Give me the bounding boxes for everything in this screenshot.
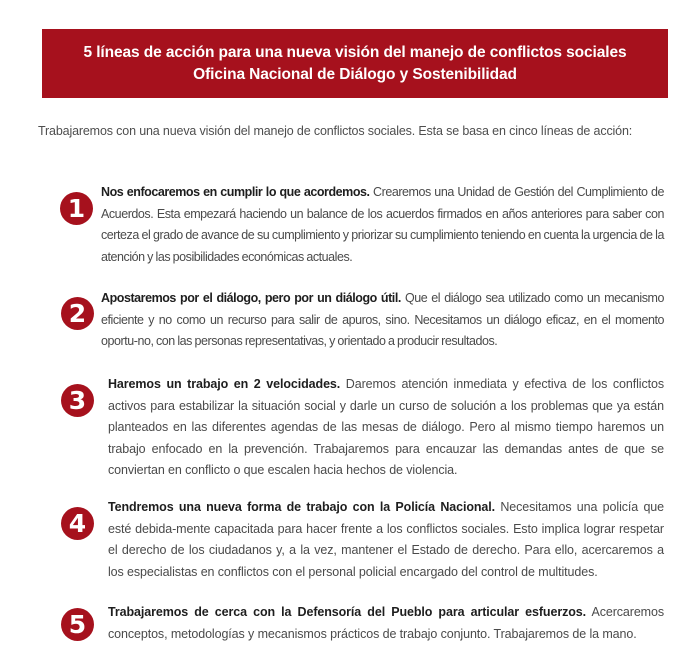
action-line-body-2: Que el diálogo sea utilizado como un mecanismo eficiente y no como un recurso para salir de apuros, sino. Necesitamos un diálogo eficaz, en el momento oportu-no, con las personas representativas, y orientado a producir resultados. (101, 291, 664, 349)
action-line-text-4 (108, 497, 664, 583)
action-line-text-3 (108, 374, 664, 482)
intro-paragraph: Trabajaremos con una nueva visión del manejo de conflictos sociales. Esta se basa en cinco líneas de acción: (38, 124, 633, 138)
page-subtitle: Oficina Nacional de Diálogo y Sostenibilidad (193, 65, 517, 83)
number-badge-3: 3 (61, 384, 94, 417)
action-line-body-4: Necesitamos una policía que esté debida-mente capacitada para hacer frente a los conflictos sociales. Esto implica lograr respetar el derecho de los ciudadanos y, a la vez, mantener el Estado de derecho. Para ello, acercaremos a los especialistas en conflictos con el personal policial encargado del control de multitudes. (108, 500, 664, 579)
number-badge-4: 4 (61, 507, 94, 540)
action-line-lead-4: Tendremos una nueva forma de trabajo con la Policía Nacional. (108, 500, 496, 514)
action-line-lead-3: Haremos un trabajo en 2 velocidades. (108, 377, 341, 391)
number-badge-5: 5 (61, 608, 94, 641)
action-line-lead-2: Apostaremos por el diálogo, pero por un diálogo útil. (101, 291, 401, 305)
action-line-body-5: Acercaremos conceptos, metodologías y mecanismos prácticos de trabajo conjunto. Trabajaremos de la mano. (108, 605, 664, 641)
action-line-lead-1: Nos enfocaremos en cumplir lo que acordemos. (101, 185, 370, 199)
action-line-body-1: Crearemos una Unidad de Gestión del Cumplimiento de Acuerdos. Esta empezará haciendo un balance de los acuerdos firmados en años anteriores para saber con certeza el grado de avance de su cumplimiento y priorizar su cumplimiento teniendo en cuenta la urgencia de la atención y las posibilidades económicas actuales. (101, 185, 664, 264)
action-line-text-1 (101, 182, 664, 268)
number-badge-2: 2 (61, 297, 94, 330)
action-line-text-5 (108, 602, 664, 645)
action-line-body-3: Daremos atención inmediata y efectiva de los conflictos activos para estabilizar la situación social y darle un curso de solución a los problemas que ya están planteados en las diferentes agendas de las mesas de diálogo. Pero al mismo tiempo haremos un trabajo enfocado en la prevención. Trabajaremos para encauzar las demandas antes de que se conviertan en conflicto o que escalen hacia hechos de violencia. (108, 377, 664, 478)
page-title: 5 líneas de acción para una nueva visión del manejo de conflictos sociales (83, 43, 627, 61)
number-badge-1: 1 (60, 192, 93, 225)
action-line-text-2 (101, 288, 664, 353)
title-banner (42, 29, 668, 98)
action-line-lead-5: Trabajaremos de cerca con la Defensoría del Pueblo para articular esfuerzos. (108, 605, 586, 619)
